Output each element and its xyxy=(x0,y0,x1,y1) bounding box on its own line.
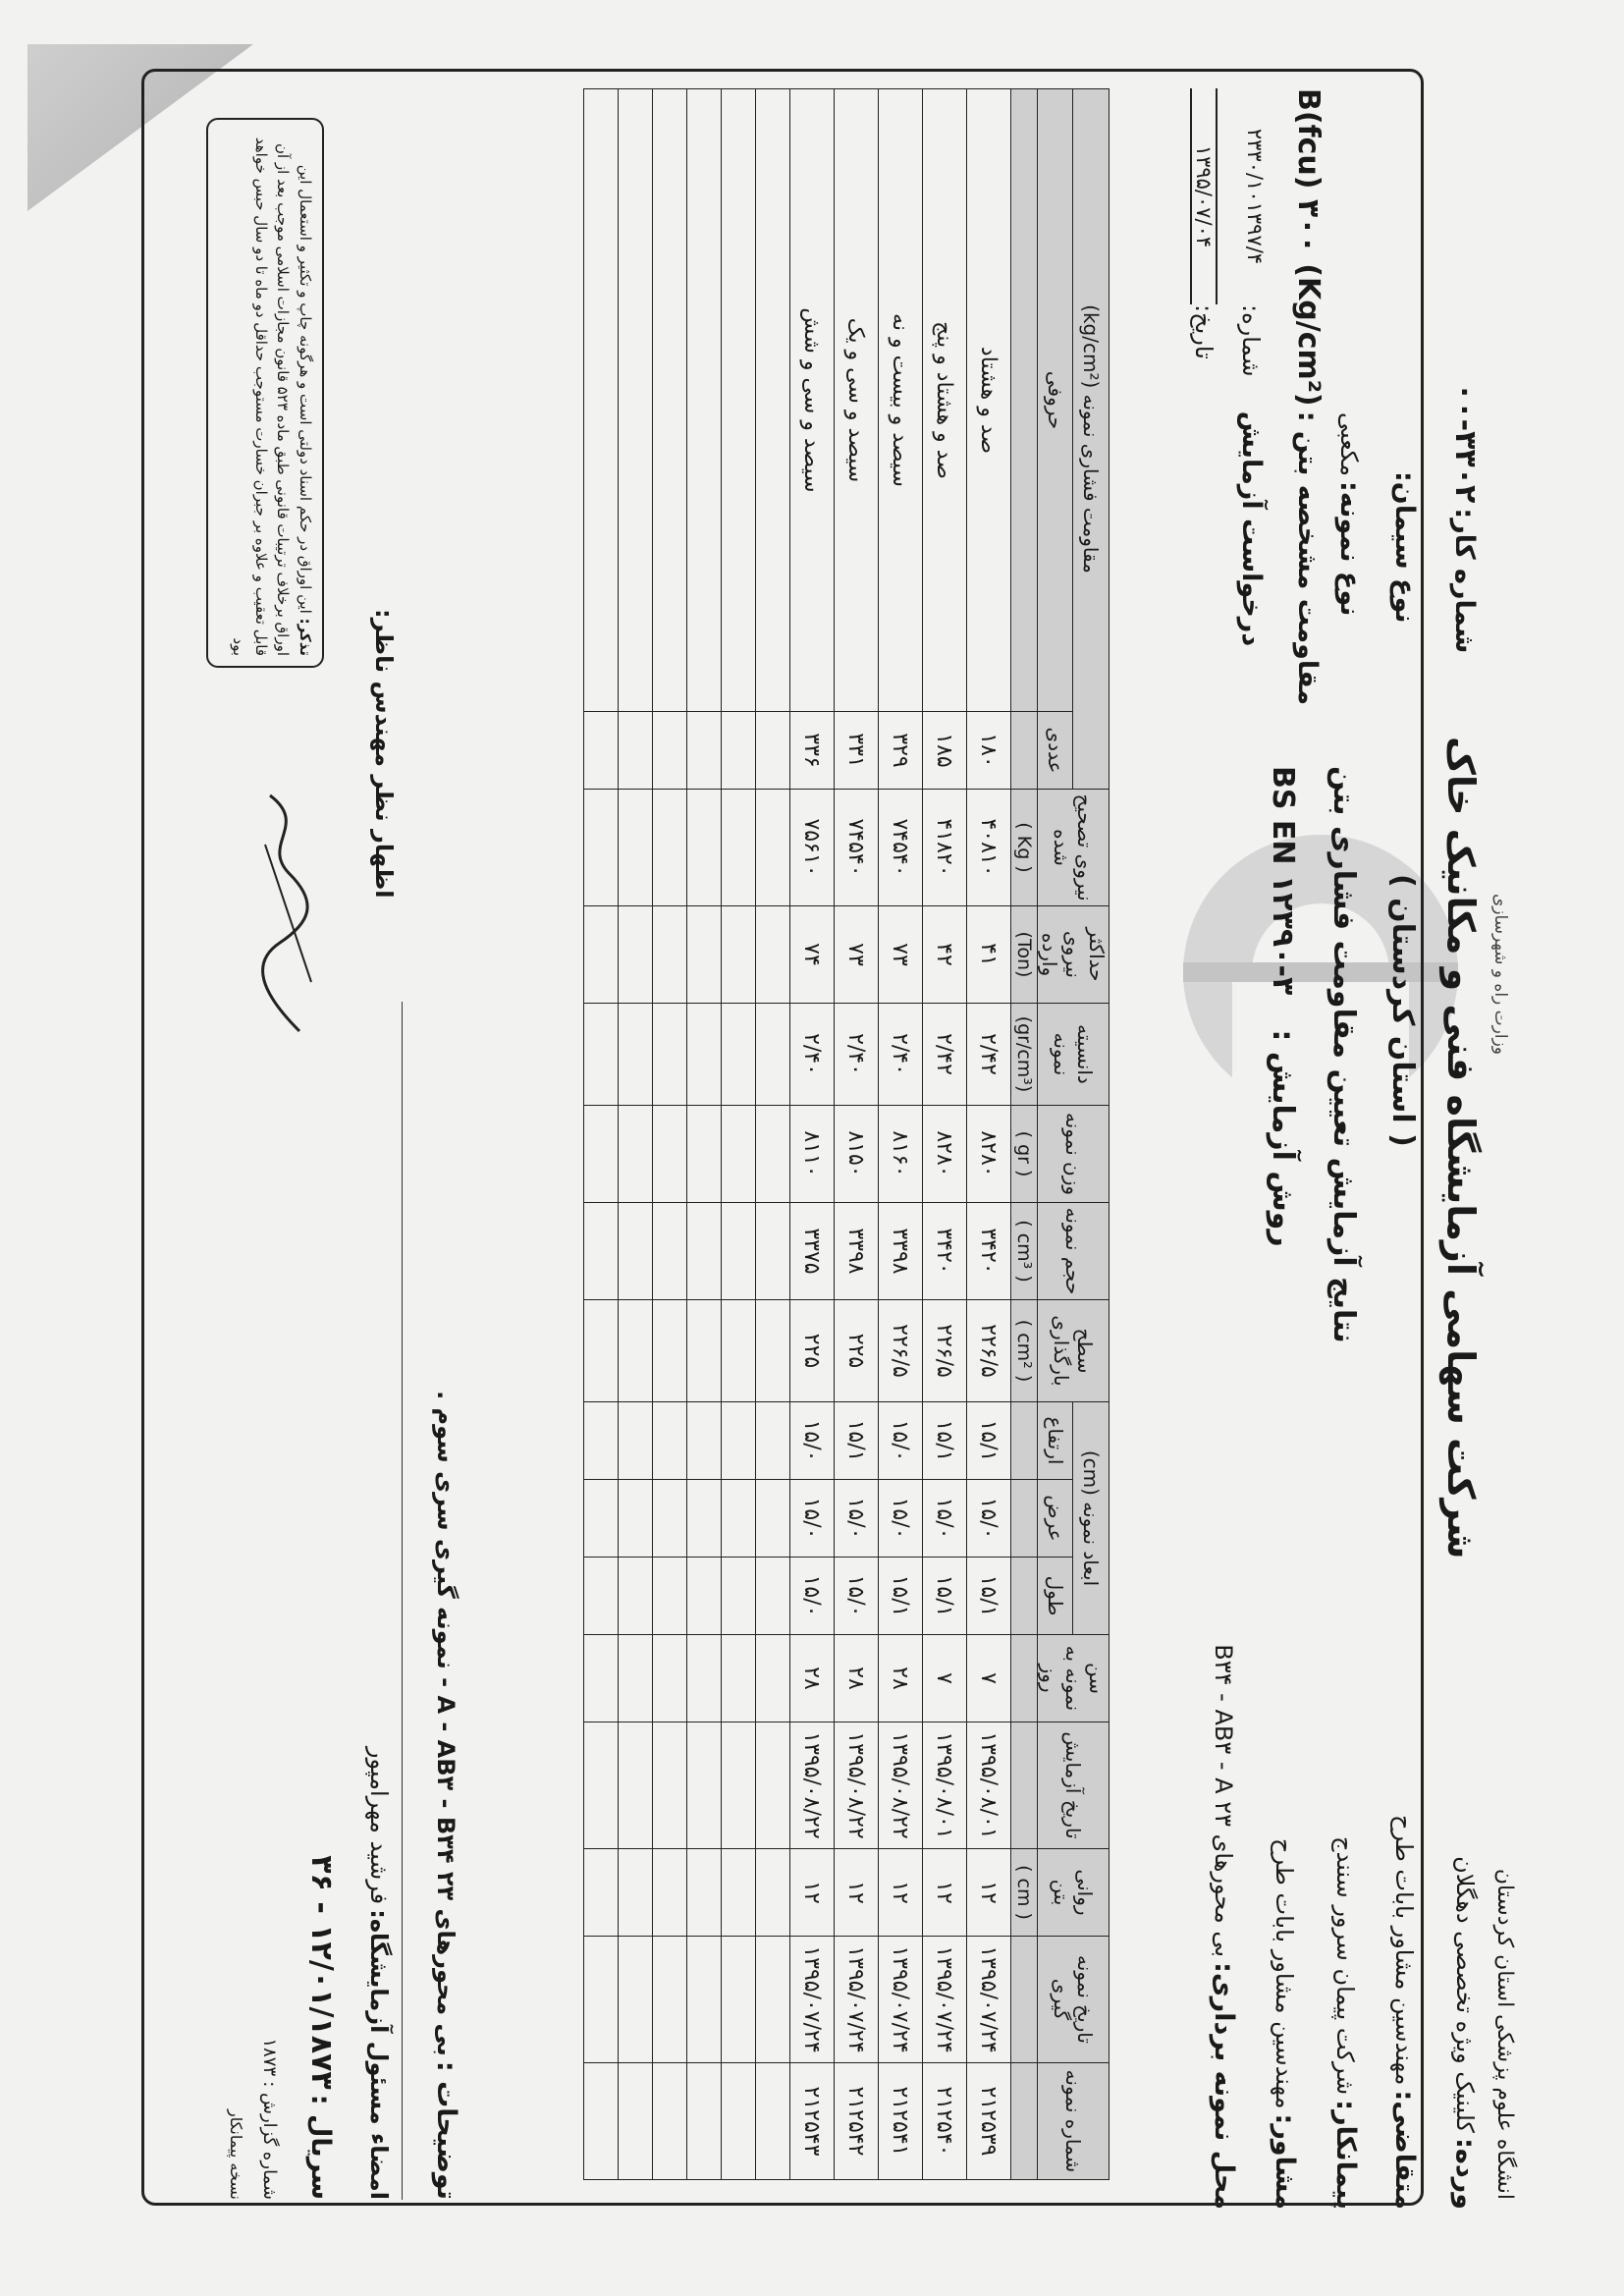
cell-corrected-force: ۷۴۵۴۰ xyxy=(835,790,879,906)
col-sampling-date: تاریخ نمونه گیری xyxy=(1038,1937,1110,2063)
cell-height: ۱۵/۰ xyxy=(790,1402,835,1480)
request-number: ۲۳۳۰/۱۰۱۳۹۷/۴ xyxy=(1243,128,1267,265)
cell-area: ۲۲۶/۵ xyxy=(879,1300,923,1402)
cell-sampling-date: ۱۳۹۵/۰۷/۲۴ xyxy=(967,1937,1011,2063)
unit-max-force: (Ton) xyxy=(1011,906,1038,1004)
cell-height: ۱۵/۰ xyxy=(879,1402,923,1480)
rotated-document-sheet xyxy=(118,59,1522,2219)
col-corrected-force: نیروی تصحیح شده xyxy=(1038,790,1110,906)
col-area: سطح بارگذاری xyxy=(1038,1300,1110,1402)
test-request-line: درخواست آزمایش شماره: xyxy=(1236,304,1267,647)
cell-corrected-force: ۴۱۸۲۰ xyxy=(923,790,967,906)
cell-sample-no: ۲۱۲۵۴۰ xyxy=(923,2063,967,2180)
cell-volume: ۳۳۹۸ xyxy=(835,1203,879,1300)
contractor-line: پیمانکار: شرکت پیمان سرور سنندج xyxy=(1330,1836,1361,2210)
cell-age: ۷ xyxy=(967,1635,1011,1722)
copy-label: نسخه پیمانکار xyxy=(227,2108,245,2200)
cell-weight: ۸۱۶۰ xyxy=(879,1106,923,1203)
request-date: ۱۳۹۵/۰۷/۰۴ xyxy=(1190,88,1218,304)
cell-max-force: ۴۱ xyxy=(967,906,1011,1004)
cell-density: ۲/۴۲ xyxy=(967,1004,1011,1106)
cell-weight: ۸۱۵۰ xyxy=(835,1106,879,1203)
cell-letters: سیصد و بیست و نه xyxy=(879,89,923,712)
cell-corrected-force: ۷۴۵۴۰ xyxy=(879,790,923,906)
cell-slump: ۱۲ xyxy=(835,1849,879,1937)
col-weight: وزن نمونه xyxy=(1038,1106,1110,1203)
cell-numeric: ۳۲۹ xyxy=(879,712,923,790)
cell-max-force: ۷۳ xyxy=(835,906,879,1004)
col-height: ارتفاع xyxy=(1038,1402,1074,1480)
cell-volume: ۳۴۲۰ xyxy=(967,1203,1011,1300)
company-name: شرکت سهامی آزمایشگاه فنی و مکانیک خاک xyxy=(1439,737,1483,1559)
applicant-line: متقاضی: مهندسین مشاور بابات طرح xyxy=(1389,1814,1420,2210)
lab-manager-line: امضاء مسئول آزمایشگاه: فرشید مهرامپور xyxy=(365,1746,393,2200)
cell-age: ۲۸ xyxy=(790,1635,835,1722)
cell-slump: ۱۲ xyxy=(790,1849,835,1937)
cell-length: ۱۵/۱ xyxy=(923,1558,967,1635)
cell-age: ۷ xyxy=(923,1635,967,1722)
col-test-date: تاریخ آزمایش xyxy=(1038,1722,1110,1849)
cell-length: ۱۵/۱ xyxy=(967,1558,1011,1635)
cell-width: ۱۵/۰ xyxy=(923,1480,967,1558)
consultant-line: مشاور: مهندسین مشاور بابات طرح xyxy=(1270,1838,1300,2210)
cell-corrected-force: ۷۵۶۱۰ xyxy=(790,790,835,906)
sample-type-line: نوع نمونه: مکعبی xyxy=(1334,412,1365,617)
cell-length: ۱۵/۰ xyxy=(835,1558,879,1635)
legal-notice-box: تذکر: این اوراق در حکم اسناد دولتی است و هرگونه چاپ و تکثیر و استعمال این اوراق برخلاف ترتیبات قانونی طبق ماده ۵۲۳ قانون مجازات اسلامی موجب بعد از آن قابل تعقیب و علاوه بر جبران خسارت مستوجب حداقل دو ماه تا دو سال حبس خواهد بود xyxy=(206,118,324,668)
cell-numeric: ۱۸۰ xyxy=(967,712,1011,790)
col-length: طول xyxy=(1038,1558,1074,1635)
cell-test-date: ۱۳۹۵/۰۸/۲۲ xyxy=(835,1722,879,1849)
cell-sampling-date: ۱۳۹۵/۰۷/۲۴ xyxy=(879,1937,923,2063)
cell-weight: ۸۲۸۰ xyxy=(967,1106,1011,1203)
cell-width: ۱۵/۰ xyxy=(790,1480,835,1558)
results-title: نتایج آزمایش تعیین مقاومت فشاری بتن xyxy=(1326,766,1361,1343)
cell-test-date: ۱۳۹۵/۰۸/۲۲ xyxy=(879,1722,923,1849)
unit-volume: ( cm³ ) xyxy=(1011,1203,1038,1300)
cell-area: ۲۲۵ xyxy=(790,1300,835,1402)
serial-line: سریال : ۱۲/۰۱/۱۸۷۳ - ۳۶ xyxy=(304,1855,339,2200)
cell-test-date: ۱۳۹۵/۰۸/۰۱ xyxy=(923,1722,967,1849)
engineer-opinion-label: اظهار نظر مهندس ناظر: xyxy=(370,609,398,899)
document-frame xyxy=(141,69,1424,2206)
cell-max-force: ۷۴ xyxy=(790,906,835,1004)
cell-density: ۲/۴۰ xyxy=(790,1004,835,1106)
col-age: سن نمونه به روز xyxy=(1038,1635,1110,1722)
unit-area: ( cm² ) xyxy=(1011,1300,1038,1402)
cell-numeric: ۳۳۶ xyxy=(790,712,835,790)
cell-length: ۱۵/۱ xyxy=(879,1558,923,1635)
col-letters: حروفی xyxy=(1038,89,1074,712)
university-name: انشگاه علوم پزشکی استان کردستان xyxy=(1492,1868,1517,2200)
cell-volume: ۳۳۷۵ xyxy=(790,1203,835,1300)
cell-sampling-date: ۱۳۹۵/۰۷/۲۴ xyxy=(790,1937,835,2063)
cell-max-force: ۴۲ xyxy=(923,906,967,1004)
cell-letters: سیصد و سی و شش xyxy=(790,89,835,712)
remarks-line: توضیحات : بی محورهای ۲۳ A - AB۳ - B۳۴ - نمونه گیری سری سوم . xyxy=(431,1391,461,2200)
test-method: روش آزمایش : BS EN ۱۲۳۹۰-۳ xyxy=(1266,766,1300,1247)
cell-area: ۲۲۵ xyxy=(835,1300,879,1402)
cell-slump: ۱۲ xyxy=(923,1849,967,1937)
cell-area: ۲۲۶/۵ xyxy=(923,1300,967,1402)
col-sample-no: شماره نمونه xyxy=(1038,2063,1110,2180)
col-density: دانسیته نمونه xyxy=(1038,1004,1110,1106)
cell-height: ۱۵/۱ xyxy=(923,1402,967,1480)
cell-age: ۲۸ xyxy=(879,1635,923,1722)
unit-slump: ( cm ) xyxy=(1011,1849,1038,1937)
cell-width: ۱۵/۰ xyxy=(879,1480,923,1558)
col-width: عرض xyxy=(1038,1480,1074,1558)
work-number-line: شماره کار: ۳۳۰۲-۰۰ xyxy=(1448,383,1483,654)
cell-test-date: ۱۳۹۵/۰۸/۲۲ xyxy=(790,1722,835,1849)
cell-letters: صد و هشتاد xyxy=(967,89,1011,712)
cell-area: ۲۲۶/۵ xyxy=(967,1300,1011,1402)
cell-corrected-force: ۴۰۸۱۰ xyxy=(967,790,1011,906)
cell-density: ۲/۴۲ xyxy=(923,1004,967,1106)
project-line: ورده: کلینیک ویژه تخصصی دهگلان xyxy=(1450,1856,1481,2210)
cell-density: ۲/۴۰ xyxy=(879,1004,923,1106)
cell-sample-no: ۲۱۲۵۳۹ xyxy=(967,2063,1011,2180)
cell-numeric: ۳۳۱ xyxy=(835,712,879,790)
cell-sampling-date: ۱۳۹۵/۰۷/۲۴ xyxy=(923,1937,967,2063)
cell-age: ۲۸ xyxy=(835,1635,879,1722)
cell-slump: ۱۲ xyxy=(879,1849,923,1937)
province-name: ( استان کردستان ) xyxy=(1385,874,1420,1147)
sampling-location-line: محل نمونه برداری: بی محورهای B۳۴ - AB۳ - A ۲۳ xyxy=(1209,1644,1239,2210)
cell-weight: ۸۱۱۰ xyxy=(790,1106,835,1203)
ministry-name: وزارت راه و شهرسازی xyxy=(1490,894,1510,1056)
cell-weight: ۸۲۸۰ xyxy=(923,1106,967,1203)
col-dims: ابعاد نمونه (cm) xyxy=(1073,1402,1110,1635)
col-slump: روانی بتن xyxy=(1038,1849,1110,1937)
cell-density: ۲/۴۰ xyxy=(835,1004,879,1106)
request-date-label: تاریخ: xyxy=(1190,304,1218,359)
cell-sample-no: ۲۱۲۵۴۱ xyxy=(879,2063,923,2180)
cell-max-force: ۷۳ xyxy=(879,906,923,1004)
unit-density: (gr/cm³) xyxy=(1011,1004,1038,1106)
cement-type-line: نوع سیمان: xyxy=(1389,471,1420,624)
cell-width: ۱۵/۰ xyxy=(835,1480,879,1558)
col-numeric: عددی xyxy=(1038,712,1074,790)
cell-volume: ۳۴۲۰ xyxy=(923,1203,967,1300)
legal-notice-text: این اوراق در حکم اسناد دولتی است و هرگونه چاپ و تکثیر و استعمال این اوراق برخلاف ترتیبات قانونی طبق ماده ۵۲۳ قانون مجازات اسلامی موجب بعد از آن قابل تعقیب و علاوه بر جبران خسارت مستوجب حداقل دو ماه تا دو سال حبس خواهد بود xyxy=(230,137,314,656)
cell-length: ۱۵/۰ xyxy=(790,1558,835,1635)
unit-corrected-force: ( Kg ) xyxy=(1011,790,1038,906)
cell-height: ۱۵/۱ xyxy=(967,1402,1011,1480)
cell-letters: صد و هشتاد و پنج xyxy=(923,89,967,712)
cell-test-date: ۱۳۹۵/۰۸/۰۱ xyxy=(967,1722,1011,1849)
report-number-line: شماره گزارش : ۱۸۷۳ xyxy=(259,2038,280,2200)
cell-slump: ۱۲ xyxy=(967,1849,1011,1937)
unit-weight: ( gr ) xyxy=(1011,1106,1038,1203)
cell-width: ۱۵/۰ xyxy=(967,1480,1011,1558)
spec-strength-line: مقاومت مشخصه بتن : B(fcu) ۳۰۰ (Kg/cm²) xyxy=(1291,88,1326,706)
cell-sample-no: ۲۱۲۵۴۲ xyxy=(835,2063,879,2180)
col-max-force: حداکثر نیروی وارده xyxy=(1038,906,1110,1004)
cell-letters: سیصد و سی و یک xyxy=(835,89,879,712)
cell-sample-no: ۲۱۲۵۴۳ xyxy=(790,2063,835,2180)
cell-sampling-date: ۱۳۹۵/۰۷/۲۴ xyxy=(835,1937,879,2063)
col-volume: حجم نمونه xyxy=(1038,1203,1110,1300)
cell-volume: ۳۳۹۸ xyxy=(879,1203,923,1300)
cell-numeric: ۱۸۵ xyxy=(923,712,967,790)
col-strength: مقاومت فشاری نمونه (kg/cm²) xyxy=(1073,89,1110,790)
cell-height: ۱۵/۱ xyxy=(835,1402,879,1480)
